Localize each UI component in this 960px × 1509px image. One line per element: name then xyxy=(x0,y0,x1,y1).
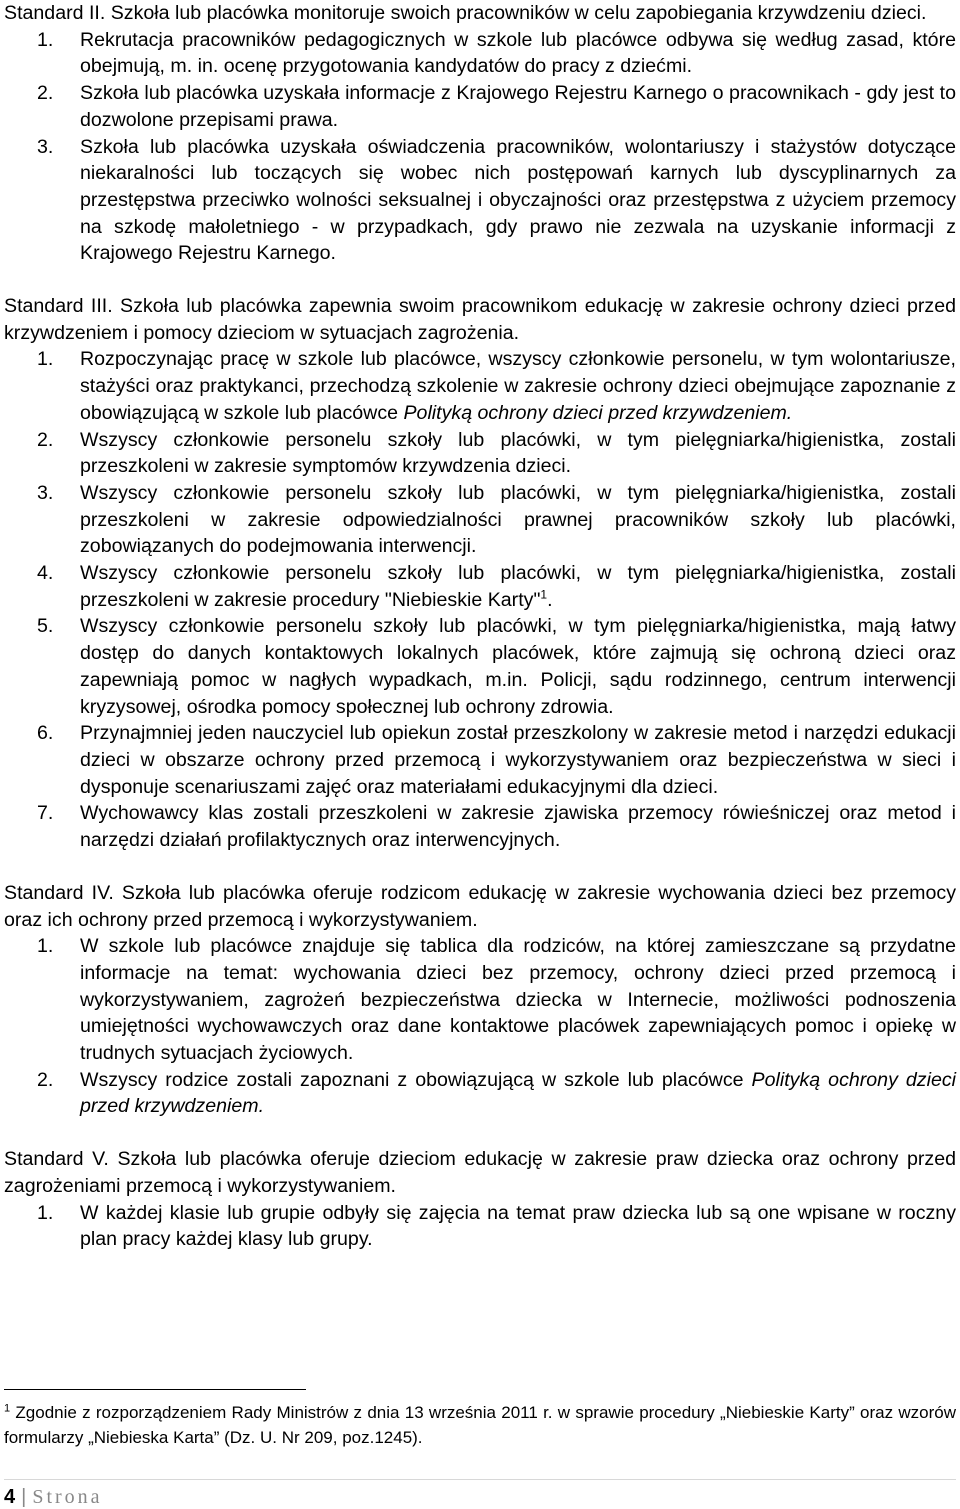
footnote-reference[interactable]: 1 xyxy=(540,587,548,602)
item-text: Wszyscy rodzice zostali zapoznani z obowiązującą w szkole lub placówce xyxy=(80,1068,752,1091)
footer-divider xyxy=(4,1479,956,1480)
standard-3-heading: Standard III. Szkoła lub placówka zapewnia swoim pracownikom edukację w zakresie ochrony dzieci przed krzywdzeniem i pomocy dzieciom w sytuacjach zagrożenia. xyxy=(4,295,956,344)
item-text: W szkole lub placówce znajduje się tablica dla rodziców, na której zamieszczane są przydatne informacje na temat: wychowania dzieci bez przemocy, ochrony dzieci przed przemocą i wykorzystywaniem, zagrożeń bezpieczeństwa dziecka w Internecie, możliwości podnoszenia umiejętności wychowawczych oraz dane kontaktowe placówek zapewniających pomoc i opiekę w trudnych sytuacjach życiowych. xyxy=(80,935,956,1065)
item-number: 1. xyxy=(37,935,54,958)
standard-3-item-4 xyxy=(4,560,956,613)
item-text: Wszyscy członkowie personelu szkoły lub placówki, w tym pielęgniarka/higienistka, zostali przeszkoleni w zakresie odpowiedzialności prawnej pracowników szkoły lub placówki, zobowiązanych do podejmowania interwencji. xyxy=(80,481,956,558)
standard-5-heading: Standard V. Szkoła lub placówka oferuje dzieciom edukację w zakresie praw dziecka oraz ochrony przed zagrożeniami przemocą i wykorzystywaniem. xyxy=(4,1148,956,1197)
standard-3-item-6 xyxy=(4,720,956,800)
item-number: 5. xyxy=(37,615,54,638)
item-text: Rozpoczynając pracę w szkole lub placówce, wszyscy członkowie personelu, w tym wolontariusze, stażyści oraz praktykanci, przechodzą szkolenie w zakresie ochrony dzieci obejmujące zapoznanie z obowiązującą w szkole lub placówce xyxy=(80,348,956,424)
standard-3-item-3 xyxy=(4,480,956,560)
item-text: Szkoła lub placówka uzyskała informacje z Krajowego Rejestru Karnego o pracownikach - gdy jest to dozwolone przepisami prawa. xyxy=(80,82,956,131)
item-text: Rekrutacja pracowników pedagogicznych w szkole lub placówce odbywa się według zasad, które obejmują, m. in. ocenę przygotowania kandydatów do pracy z dziećmi. xyxy=(80,28,956,78)
standard-5-item-1 xyxy=(4,1200,956,1253)
item-number: 2. xyxy=(37,428,54,451)
item-number: 2. xyxy=(37,82,54,105)
footer-separator: | xyxy=(21,1486,27,1508)
item-number: 1. xyxy=(37,1201,54,1224)
footnote-text: Zgodnie z rozporządzeniem Rady Ministrów z dnia 13 września 2011 r. w sprawie procedury „Niebieskie Karty” oraz wzorów formularzy „Niebieska Karta” (Dz. U. Nr 209, poz.1245). xyxy=(4,1403,956,1447)
item-text: W każdej klasie lub grupie odbyły się zajęcia na temat praw dziecka lub są one wpisane w roczny plan pracy każdej klasy lub grupy. xyxy=(80,1201,956,1251)
policy-title: Polityką ochrony dzieci przed krzywdzeniem. xyxy=(403,401,793,424)
policy-title: Polityką ochrony dzieci przed krzywdzeniem. xyxy=(80,1068,956,1118)
item-text-tail: . xyxy=(547,588,553,611)
item-text: Przynajmniej jeden nauczyciel lub opiekun został przeszkolony w zakresie metod i narzędzi edukacji dzieci w obszarze ochrony przed przemocą i wykorzystywaniem oraz bezpieczeństwa w sieci i dysponuje scenariuszami zajęć oraz materiałami edukacyjnymi dla dzieci. xyxy=(80,722,956,798)
standard-2-item-2 xyxy=(4,80,956,133)
item-text: Wszyscy członkowie personelu szkoły lub placówki, w tym pielęgniarka/higienistka, zostali przeszkoleni w zakresie symptomów krzywdzenia dzieci. xyxy=(80,428,956,478)
standard-3-item-7 xyxy=(4,800,956,853)
item-number: 6. xyxy=(37,722,54,745)
item-text: Wszyscy członkowie personelu szkoły lub placówki, w tym pielęgniarka/higienistka, zostali przeszkoleni w zakresie procedury "Niebieskie Karty" xyxy=(80,562,956,611)
item-number: 4. xyxy=(37,562,54,585)
item-text: Wychowawcy klas zostali przeszkoleni w zakresie zjawiska przemocy rówieśniczej oraz metod i narzędzi działań profilaktycznych oraz interwencyjnych. xyxy=(80,802,956,852)
item-number: 3. xyxy=(37,135,54,158)
footnote-mark: 1 xyxy=(4,1402,11,1415)
footnote-separator xyxy=(4,1389,306,1390)
standard-2-item-1 xyxy=(4,27,956,80)
standard-4-item-1 xyxy=(4,933,956,1067)
item-number: 1. xyxy=(37,28,54,51)
item-text: Wszyscy członkowie personelu szkoły lub placówki, w tym pielęgniarka/higienistka, mają łatwy dostęp do danych kontaktowych lokalnych placówek, które zajmują się ochroną dzieci oraz zapewniają pomoc w nagłych wypadkach, m.in. Policji, sądu rodzinnego, centrum interwencji kryzysowej, ośrodka pomocy społecznej lub ochrony zdrowia. xyxy=(80,615,956,718)
page-label: Strona xyxy=(32,1486,103,1508)
standard-3-item-2 xyxy=(4,427,956,480)
standard-4-heading: Standard IV. Szkoła lub placówka oferuje rodzicom edukację w zakresie wychowania dzieci bez przemocy oraz ich ochrony przed przemocą i wykorzystywaniem. xyxy=(4,881,956,931)
standard-3-item-5 xyxy=(4,613,956,720)
item-number: 3. xyxy=(37,481,54,504)
standard-2-heading: Standard II. Szkoła lub placówka monitoruje swoich pracowników w celu zapobiegania krzywdzeniu dzieci. xyxy=(4,2,927,24)
item-number: 2. xyxy=(37,1068,54,1091)
item-number: 7. xyxy=(37,802,54,825)
document-page xyxy=(4,0,956,1253)
page-footer xyxy=(4,1485,103,1509)
standard-2-item-3 xyxy=(4,134,956,268)
item-number: 1. xyxy=(37,348,54,371)
standard-3-item-1 xyxy=(4,346,956,426)
page-number: 4 xyxy=(4,1486,16,1508)
standard-4-item-2 xyxy=(4,1067,956,1120)
footnote xyxy=(4,1400,956,1450)
item-text: Szkoła lub placówka uzyskała oświadczenia pracowników, wolontariuszy i stażystów dotyczące niekaralności lub toczących się wobec nich postępowań karnych lub dyscyplinarnych za przestępstwa przeciwko wolności seksualnej i obyczajności oraz przestępstwa z użyciem przemocy na szkodę małoletniego - w przypadkach, gdy prawo nie zezwala na uzyskanie informacji z Krajowego Rejestru Karnego. xyxy=(80,135,956,265)
